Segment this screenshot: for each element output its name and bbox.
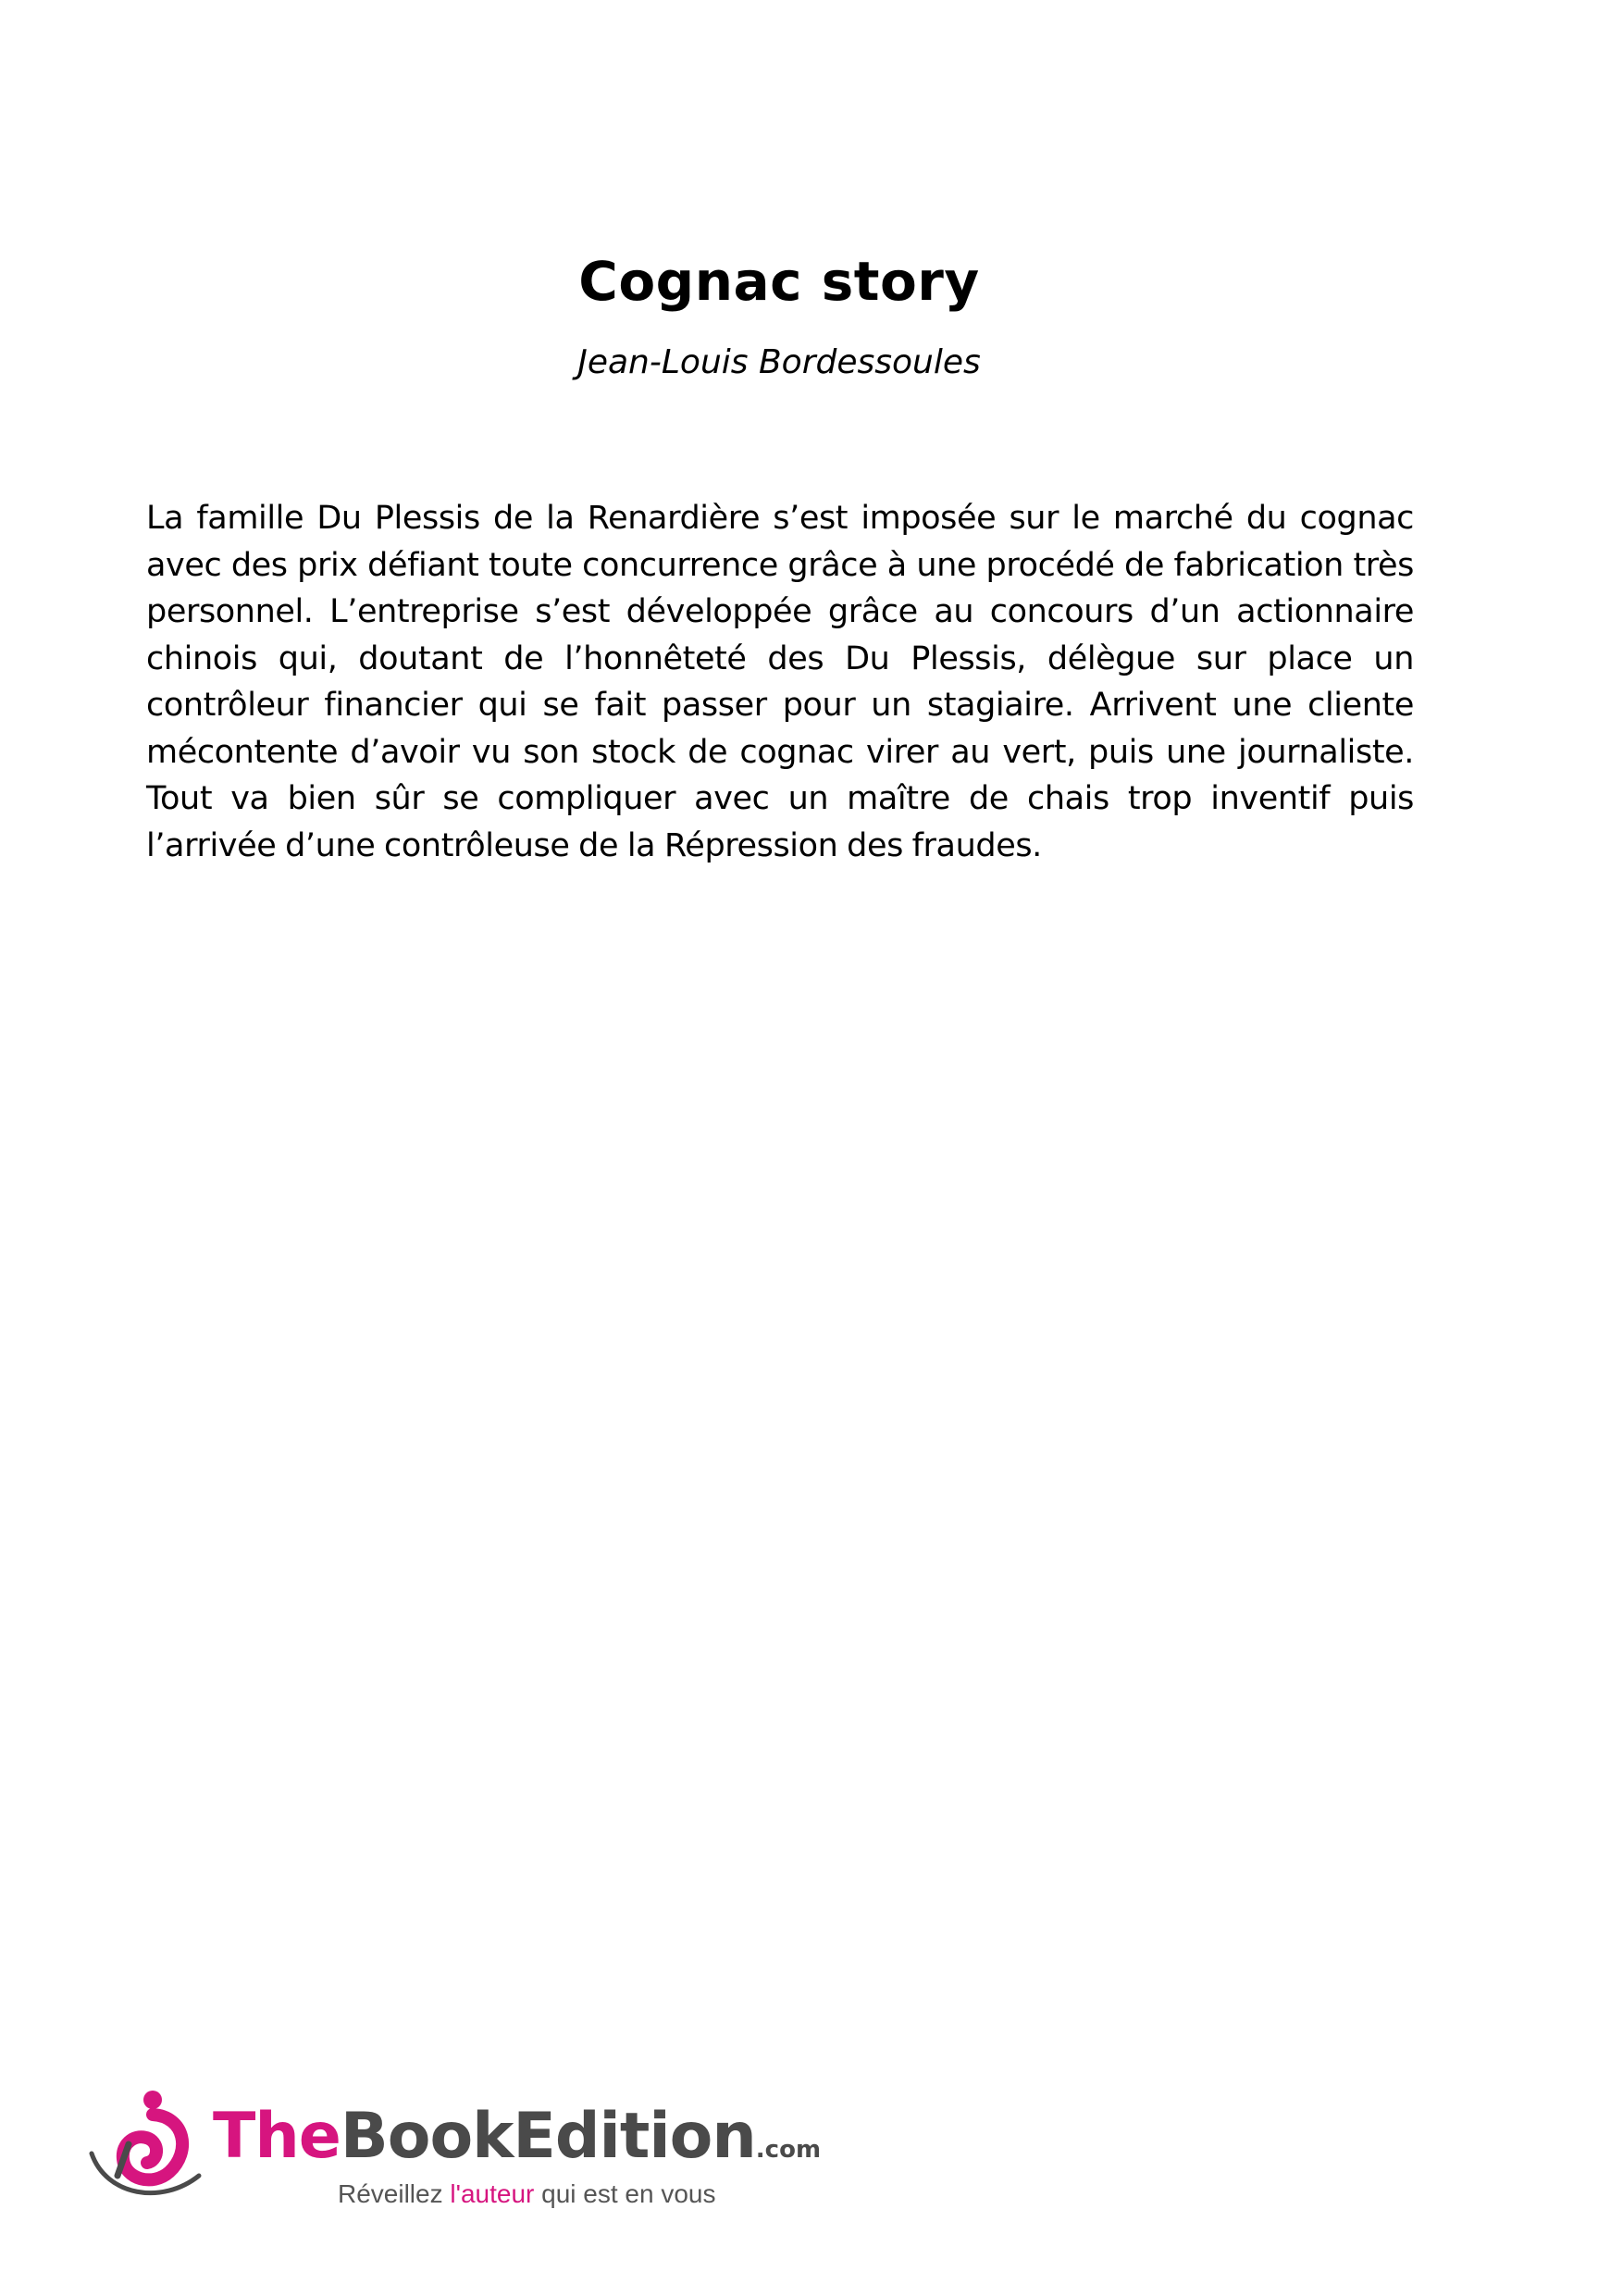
document-title: Cognac story <box>578 250 980 313</box>
publisher-name <box>213 2100 822 2173</box>
document-author: Jean-Louis Bordessoules <box>577 343 981 381</box>
publisher-domain-suffix: .com <box>755 2136 822 2164</box>
publisher-tagline <box>338 2179 715 2209</box>
document-summary: La famille Du Plessis de la Renardière s’est imposée sur le marché du cognac avec des prix défiant toute concurrence grâce à une procédé de fabrication très personnel. L’entreprise s’est développée grâce au concours d’un actionnaire chinois qui, doutant de l’honnêteté des Du Plessis, délègue sur place un contrôleur financier qui se fait passer pour un stagiaire. Arrivent une cliente mécontente d’avoir vu son stock de cognac virer au vert, puis une journaliste. Tout va bien sûr se compliquer avec un maître de chais trop inventif puis l’arrivée d’une contrôleuse de la Répression des fraudes. <box>146 500 1414 864</box>
publisher-name-part2: BookEdition <box>340 2100 756 2173</box>
tagline-before: Réveillez <box>338 2179 451 2208</box>
tagline-accent: l'auteur <box>450 2179 535 2208</box>
publisher-name-part1: The <box>213 2100 341 2173</box>
tagline-after: qui est en vous <box>534 2179 716 2208</box>
stylized-person-icon <box>88 2087 208 2207</box>
publisher-logo <box>88 2087 828 2226</box>
